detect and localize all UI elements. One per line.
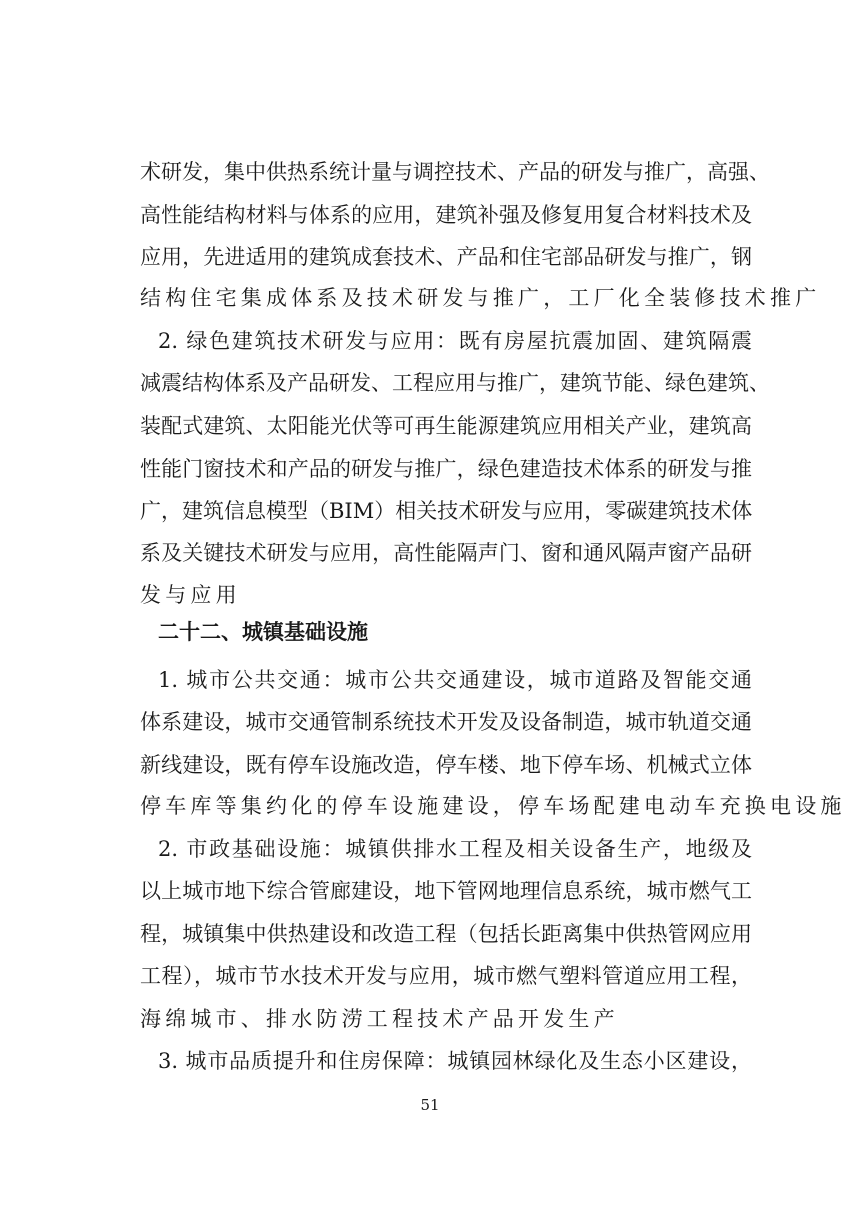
text-line: 术研发，集中供热系统计量与调控技术、产品的研发与推广，高强、 xyxy=(140,160,770,184)
text-line: 停车库等集约化的停车设施建设，停车场配建电动车充换电设施 xyxy=(140,794,846,818)
text-line: 应用，先进适用的建筑成套技术、产品和住宅部品研发与推广，钢 xyxy=(140,245,752,269)
text-line: 程，城镇集中供热建设和改造工程（包括长距离集中供热管网应用 xyxy=(140,922,752,946)
text-line: 发与应用 xyxy=(140,583,241,607)
text-line: 结构住宅集成体系及技术研发与推广，工厂化全装修技术推广 xyxy=(140,286,821,310)
text-line: 工程），城市节水技术开发与应用，城市燃气塑料管道应用工程， xyxy=(140,964,752,988)
text-line: 新线建设，既有停车设施改造，停车楼、地下停车场、机械式立体 xyxy=(140,753,752,777)
text-line: 装配式建筑、太阳能光伏等可再生能源建筑应用相关产业，建筑高 xyxy=(140,414,752,438)
text-line: 系及关键技术研发与应用，高性能隔声门、窗和通风隔声窗产品研 xyxy=(140,541,752,565)
text-line: 2. 市政基础设施：城镇供排水工程及相关设备生产，地级及 xyxy=(158,837,752,861)
text-line: 减震结构体系及产品研发、工程应用与推广，建筑节能、绿色建筑、 xyxy=(140,371,770,395)
text-line: 2. 绿色建筑技术研发与应用：既有房屋抗震加固、建筑隔震 xyxy=(158,329,752,353)
section-heading: 二十二、城镇基础设施 xyxy=(158,620,368,644)
text-line: 高性能结构材料与体系的应用，建筑补强及修复用复合材料技术及 xyxy=(140,203,752,227)
text-line: 1. 城市公共交通：城市公共交通建设，城市道路及智能交通 xyxy=(158,668,752,692)
text-line: 3. 城市品质提升和住房保障：城镇园林绿化及生态小区建设， xyxy=(158,1049,752,1073)
text-line: 海绵城市、排水防涝工程技术产品开发生产 xyxy=(140,1007,619,1031)
text-line: 体系建设，城市交通管制系统技术开发及设备制造，城市轨道交通 xyxy=(140,710,752,734)
page-number: 51 xyxy=(420,1096,440,1114)
text-line: 广，建筑信息模型（BIM）相关技术研发与应用，零碳建筑技术体 xyxy=(140,499,753,523)
text-line: 以上城市地下综合管廊建设，地下管网地理信息系统，城市燃气工 xyxy=(140,879,752,903)
text-line: 性能门窗技术和产品的研发与推广，绿色建造技术体系的研发与推 xyxy=(140,457,752,481)
